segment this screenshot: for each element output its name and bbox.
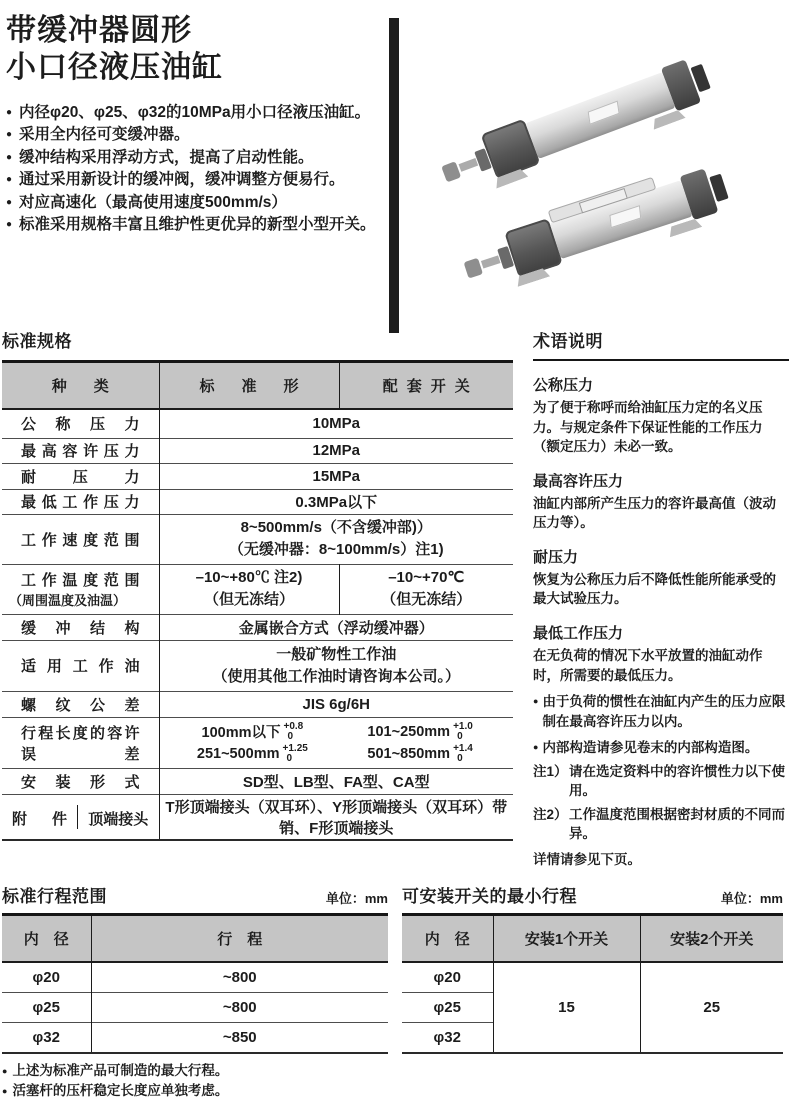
terms-section (533, 327, 789, 868)
stroke-range-section (2, 882, 388, 1101)
col-type: 种类 (2, 362, 159, 410)
terms-heading: 术语说明 (533, 332, 603, 351)
bullet-icon: ● (6, 107, 13, 118)
row-label: 最高容许压力 (21, 443, 140, 460)
name-plate (588, 100, 620, 124)
col-one-switch: 安装1个开关 (493, 915, 640, 963)
col-two-switch: 安装2个开关 (640, 915, 783, 963)
feature-text: 标准采用规格丰富且维护性更优异的新型小型开关。 (19, 216, 376, 234)
divider-bar (389, 18, 399, 333)
term-title: 最低工作压力 (533, 624, 624, 642)
spec-row-nominal-pressure (2, 409, 513, 438)
temp-switch-cell: –10~+70℃ （但无冻结） (381, 569, 472, 608)
stroke-cell: ~800 (222, 999, 257, 1016)
row-value: T形顶端接头（双耳环）、Y形顶端接头（双耳环）带销、F形顶端接头 (165, 798, 508, 837)
feature-text: 对应高速化（最高使用速度500mm/s） (19, 193, 287, 211)
bullet-icon: ● (6, 219, 13, 231)
bullet-icon: ● (6, 151, 13, 163)
switch-table (402, 913, 783, 1054)
feature-item (6, 147, 386, 169)
name-plate (609, 205, 641, 228)
stroke-footnotes (2, 1061, 388, 1101)
row-value: 12MPa (312, 442, 361, 459)
term-title: 公称压力 (533, 377, 594, 394)
row-value: 金属嵌合方式（浮动缓冲器） (238, 619, 434, 637)
heading-rule (533, 359, 789, 361)
footnote: ● 上述为标准产品可制造的最大行程。 (2, 1061, 388, 1081)
spec-row-thread-tolerance (2, 691, 513, 717)
col-bore: 内径 (2, 915, 91, 963)
page-title-line2: 小口径液压油缸 (6, 51, 223, 84)
feature-text: 采用全内径可变缓冲器。 (19, 126, 190, 144)
row-value: JIS 6g/6H (302, 695, 371, 713)
term-desc: 恢复为公称压力后不降低性能所能承受的最大试验压力。 (533, 571, 776, 607)
feature-text: 内径φ20、φ25、φ32的10MPa用小口径液压油缸。 (19, 104, 371, 121)
stroke-cell: ~850 (222, 1029, 257, 1046)
one-switch-value: 15 (493, 962, 640, 1053)
col-bore: 内径 (402, 915, 493, 963)
bore-cell: φ20 (402, 962, 493, 993)
tolerance-item: 101~250mm +1.0 0 (367, 720, 473, 742)
bullet-icon: ● (533, 696, 539, 707)
bullet-icon: ● (6, 174, 13, 186)
term-title: 耐压力 (533, 548, 579, 566)
bore-cell: φ32 (402, 1023, 493, 1054)
bore-cell: φ25 (2, 993, 91, 1023)
temp-standard-cell: –10~+80℃ 注2) （但无冻结） (159, 564, 339, 614)
row-label: 最低工作压力 (21, 494, 140, 511)
footnote-2: 注2） 工作温度范围根据密封材质的不同而异。 (533, 806, 785, 842)
row-value: 15MPa (312, 467, 361, 485)
row-label: 附件 (2, 805, 78, 829)
stroke-heading: 标准行程范围 (2, 887, 107, 906)
bore-cell: φ20 (2, 962, 91, 993)
unit-label: 单位：mm (720, 891, 783, 906)
switch-stroke-section (402, 882, 783, 1054)
row-label-sub: （周围温度及油温） (9, 593, 127, 608)
table-row (2, 993, 388, 1023)
terms-bullet: ● 由于负荷的惯性在油缸内产生的压力应限制在最高容许压力以内。 (533, 692, 789, 731)
piston-rod (481, 255, 501, 268)
term-title: 最高容许压力 (533, 472, 624, 490)
product-photos (400, 18, 788, 318)
cylinder-tube (525, 72, 675, 159)
row-value (159, 717, 513, 768)
tolerance-item: 100mm以下 +0.8 0 (201, 720, 304, 742)
bullet-icon: ● (6, 196, 13, 208)
tolerance-grid (163, 719, 511, 766)
spec-row-accessory (2, 794, 513, 840)
row-value: 一般矿物性工作油 （使用其他工作油时请咨询本公司。） (212, 645, 460, 685)
bore-cell: φ32 (2, 1023, 91, 1054)
row-value: 0.3MPa以下 (295, 494, 378, 511)
term-desc: 为了便于称呼而给油缸压力定的名义压力。与规定条件下保证性能的工作压力（额定压力）未必一致。 (533, 400, 763, 455)
spec-row-min-working-pressure (2, 489, 513, 514)
table-row (402, 962, 783, 993)
col-switch: 配套开关 (339, 362, 513, 410)
piston-rod (459, 158, 479, 172)
tolerance-item: 501~850mm +1.4 0 (367, 743, 473, 764)
spec-row-temperature-range (2, 564, 513, 614)
spec-row-stroke-tolerance (2, 717, 513, 768)
spec-row-proof-pressure (2, 463, 513, 489)
stroke-header-row (2, 915, 388, 963)
tolerance-item: 251~500mm +1.25 0 (196, 743, 308, 764)
row-label: 公称压力 (21, 416, 140, 434)
row-label: 工作温度范围 (21, 572, 140, 589)
stroke-table (2, 913, 388, 1054)
table-row (2, 962, 388, 993)
two-switch-value: 25 (703, 999, 721, 1016)
col-stroke: 行程 (91, 915, 388, 963)
term-desc: 油缸内部所产生压力的容许最高值（波动压力等）。 (533, 495, 776, 531)
page-title-line1: 带缓冲器圆形 (6, 14, 192, 47)
row-label: 螺纹公差 (21, 696, 140, 714)
feature-item (6, 214, 386, 236)
spec-header-row (2, 362, 513, 410)
feature-item (6, 192, 386, 214)
stroke-cell: ~800 (222, 969, 257, 986)
feature-item (6, 124, 386, 146)
spec-row-cushion (2, 614, 513, 640)
spec-heading: 标准规格 (2, 332, 72, 351)
row-label: 耐压力 (21, 468, 140, 486)
spec-row-max-allowable-pressure (2, 438, 513, 463)
feature-text: 通过采用新设计的缓冲阀，缓冲调整方便易行。 (19, 171, 345, 189)
table-row (2, 1023, 388, 1054)
intro-section (6, 12, 386, 236)
row-sublabel: 顶端接头 (88, 810, 149, 828)
bullet-icon: ● (2, 1066, 8, 1076)
row-label: 适用工作油 (21, 658, 140, 675)
feature-text: 缓冲结构采用浮动方式，提高了启动性能。 (19, 148, 314, 166)
col-standard: 标准形 (159, 362, 339, 410)
spec-row-speed-range (2, 514, 513, 564)
spec-table (2, 360, 513, 841)
row-label: 工作速度范围 (21, 531, 140, 549)
row-label: 缓冲结构 (21, 619, 140, 637)
spec-row-working-oil (2, 640, 513, 691)
row-label: 行程长度的容许误差 (21, 724, 140, 763)
feature-item (6, 169, 386, 191)
row-value: 10MPa (312, 415, 361, 433)
terms-footer: 详情请参见下页。 (533, 852, 641, 867)
row-value: SD型、LB型、FA型、CA型 (242, 773, 430, 791)
row-label: 安装形式 (21, 773, 140, 791)
spec-section (2, 327, 513, 841)
bore-cell: φ25 (402, 993, 493, 1023)
footnote: ● 活塞杆的压杆稳定长度应单独考虑。 (2, 1081, 388, 1101)
spec-row-mounting (2, 768, 513, 794)
bullet-icon: ● (6, 129, 13, 141)
switch-header-row (402, 915, 783, 963)
page-title (6, 12, 386, 86)
bullet-icon: ● (533, 742, 539, 753)
terms-bullet: ● 内部构造请参见卷末的内部构造图。 (533, 738, 789, 758)
unit-label: 单位：mm (325, 891, 388, 906)
footnote-1: 注1） 请在选定资料中的容许惯性力以下使用。 (533, 763, 785, 799)
bullet-icon: ● (2, 1086, 8, 1096)
cylinder-photo-standard (436, 53, 715, 196)
term-desc: 在无负荷的情况下水平放置的油缸动作时，所需要的最低压力。 (533, 647, 763, 683)
row-value: 8~500mm/s（不含缓冲部)） （无缓冲器：8~100mm/s）注1) (228, 519, 444, 558)
feature-item (6, 102, 386, 124)
feature-list (6, 102, 386, 236)
switch-heading: 可安装开关的最小行程 (402, 887, 577, 906)
